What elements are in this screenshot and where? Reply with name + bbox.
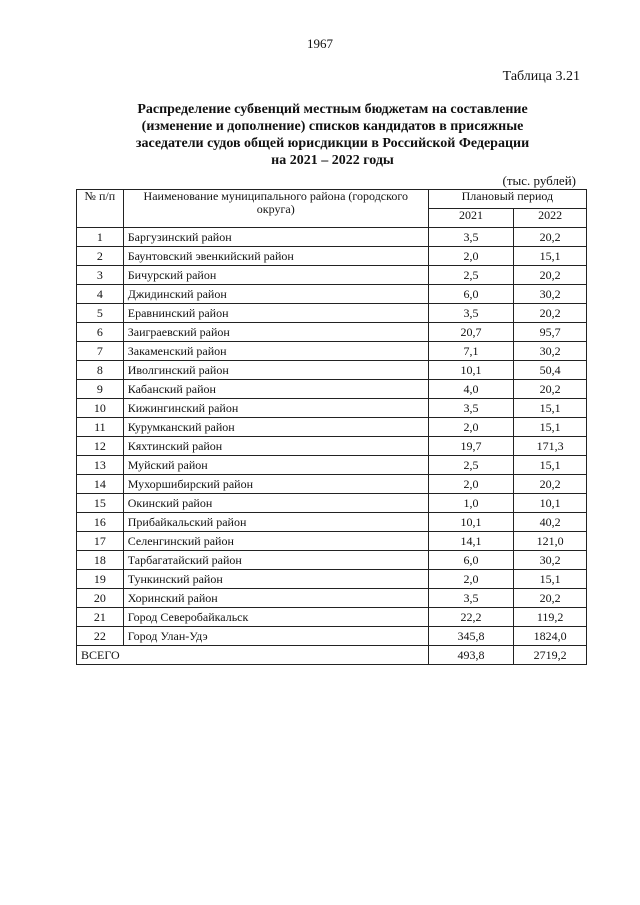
district-name: Город Улан-Удэ: [123, 627, 428, 646]
value-2022: 95,7: [514, 323, 587, 342]
document-title: [80, 101, 585, 169]
table-row: [77, 513, 587, 532]
value-2021: 1,0: [428, 494, 514, 513]
table-row: [77, 228, 587, 247]
row-number: 5: [77, 304, 124, 323]
value-2021: 6,0: [428, 551, 514, 570]
district-name: Закаменский район: [123, 342, 428, 361]
value-2022: 15,1: [514, 418, 587, 437]
district-name: Баунтовский эвенкийский район: [123, 247, 428, 266]
row-number: 10: [77, 399, 124, 418]
total-row: [77, 646, 587, 665]
table-row: [77, 361, 587, 380]
district-name: Селенгинский район: [123, 532, 428, 551]
value-2021: 20,7: [428, 323, 514, 342]
value-2022: 30,2: [514, 342, 587, 361]
row-number: 1: [77, 228, 124, 247]
value-2021: 22,2: [428, 608, 514, 627]
title-line: заседатели судов общей юрисдикции в Российской Федерации: [135, 136, 530, 151]
value-2021: 19,7: [428, 437, 514, 456]
value-2021: 3,5: [428, 304, 514, 323]
district-name: Заиграевский район: [123, 323, 428, 342]
row-number: 8: [77, 361, 124, 380]
row-number: 2: [77, 247, 124, 266]
district-name: Мухоршибирский район: [123, 475, 428, 494]
table-row: [77, 532, 587, 551]
table-row: [77, 380, 587, 399]
district-name: Иволгинский район: [123, 361, 428, 380]
value-2022: 119,2: [514, 608, 587, 627]
row-number: 16: [77, 513, 124, 532]
value-2022: 20,2: [514, 304, 587, 323]
units-label: (тыс. рублей): [502, 173, 576, 188]
district-name: Бичурский район: [123, 266, 428, 285]
total-2022: 2719,2: [514, 646, 587, 665]
title-line: на 2021 – 2022 годы: [271, 153, 394, 168]
table-row: [77, 608, 587, 627]
value-2021: 2,0: [428, 475, 514, 494]
table-row: [77, 589, 587, 608]
value-2021: 3,5: [428, 589, 514, 608]
table-row: [77, 342, 587, 361]
value-2022: 20,2: [514, 380, 587, 399]
row-number: 6: [77, 323, 124, 342]
header-name: Наименование муниципального района (городского округа): [123, 190, 428, 228]
table-row: [77, 551, 587, 570]
district-name: Кижингинский район: [123, 399, 428, 418]
value-2022: 15,1: [514, 247, 587, 266]
row-number: 9: [77, 380, 124, 399]
header-num: № п/п: [77, 190, 124, 228]
value-2022: 15,1: [514, 399, 587, 418]
district-name: Хоринский район: [123, 589, 428, 608]
value-2021: 14,1: [428, 532, 514, 551]
row-number: 3: [77, 266, 124, 285]
row-number: 20: [77, 589, 124, 608]
district-name: Курумканский район: [123, 418, 428, 437]
row-number: 21: [77, 608, 124, 627]
value-2022: 20,2: [514, 475, 587, 494]
value-2022: 30,2: [514, 551, 587, 570]
row-number: 12: [77, 437, 124, 456]
table-row: [77, 399, 587, 418]
value-2021: 2,0: [428, 247, 514, 266]
value-2021: 3,5: [428, 399, 514, 418]
table-row: [77, 475, 587, 494]
table-row: [77, 437, 587, 456]
row-number: 14: [77, 475, 124, 494]
row-number: 7: [77, 342, 124, 361]
value-2021: 2,0: [428, 570, 514, 589]
value-2021: 2,5: [428, 266, 514, 285]
table-row: [77, 285, 587, 304]
district-name: Кяхтинский район: [123, 437, 428, 456]
row-number: 19: [77, 570, 124, 589]
value-2021: 10,1: [428, 361, 514, 380]
value-2022: 1824,0: [514, 627, 587, 646]
district-name: Город Северобайкальск: [123, 608, 428, 627]
table-row: [77, 456, 587, 475]
table-row: [77, 627, 587, 646]
value-2022: 121,0: [514, 532, 587, 551]
row-number: 17: [77, 532, 124, 551]
district-name: Прибайкальский район: [123, 513, 428, 532]
table-body: [77, 228, 587, 646]
subvention-table: [76, 189, 587, 665]
value-2022: 30,2: [514, 285, 587, 304]
value-2022: 20,2: [514, 266, 587, 285]
header-period: Плановый период: [428, 190, 586, 209]
title-line: (изменение и дополнение) списков кандидатов в присяжные: [141, 119, 524, 134]
row-number: 22: [77, 627, 124, 646]
title-line: Распределение субвенций местным бюджетам на составление: [137, 102, 528, 117]
district-name: Баргузинский район: [123, 228, 428, 247]
district-name: Тункинский район: [123, 570, 428, 589]
table-row: [77, 418, 587, 437]
row-number: 11: [77, 418, 124, 437]
row-number: 4: [77, 285, 124, 304]
total-label: ВСЕГО: [77, 646, 429, 665]
row-number: 15: [77, 494, 124, 513]
value-2022: 171,3: [514, 437, 587, 456]
value-2022: 15,1: [514, 456, 587, 475]
table-row: [77, 304, 587, 323]
header-year-2021: 2021: [428, 209, 514, 228]
value-2021: 2,0: [428, 418, 514, 437]
district-name: Еравнинский район: [123, 304, 428, 323]
value-2021: 7,1: [428, 342, 514, 361]
value-2022: 10,1: [514, 494, 587, 513]
value-2022: 50,4: [514, 361, 587, 380]
value-2021: 4,0: [428, 380, 514, 399]
value-2021: 3,5: [428, 228, 514, 247]
row-number: 13: [77, 456, 124, 475]
value-2022: 20,2: [514, 589, 587, 608]
value-2022: 40,2: [514, 513, 587, 532]
page-number: 1967: [307, 36, 333, 51]
row-number: 18: [77, 551, 124, 570]
value-2021: 6,0: [428, 285, 514, 304]
value-2022: 20,2: [514, 228, 587, 247]
table-row: [77, 494, 587, 513]
table-row: [77, 323, 587, 342]
table-row: [77, 266, 587, 285]
district-name: Муйский район: [123, 456, 428, 475]
table-label: Таблица 3.21: [502, 69, 580, 84]
header-year-2022: 2022: [514, 209, 587, 228]
value-2022: 15,1: [514, 570, 587, 589]
district-name: Окинский район: [123, 494, 428, 513]
district-name: Кабанский район: [123, 380, 428, 399]
value-2021: 345,8: [428, 627, 514, 646]
value-2021: 10,1: [428, 513, 514, 532]
district-name: Тарбагатайский район: [123, 551, 428, 570]
district-name: Джидинский район: [123, 285, 428, 304]
value-2021: 2,5: [428, 456, 514, 475]
table-row: [77, 570, 587, 589]
table-row: [77, 247, 587, 266]
total-2021: 493,8: [428, 646, 514, 665]
